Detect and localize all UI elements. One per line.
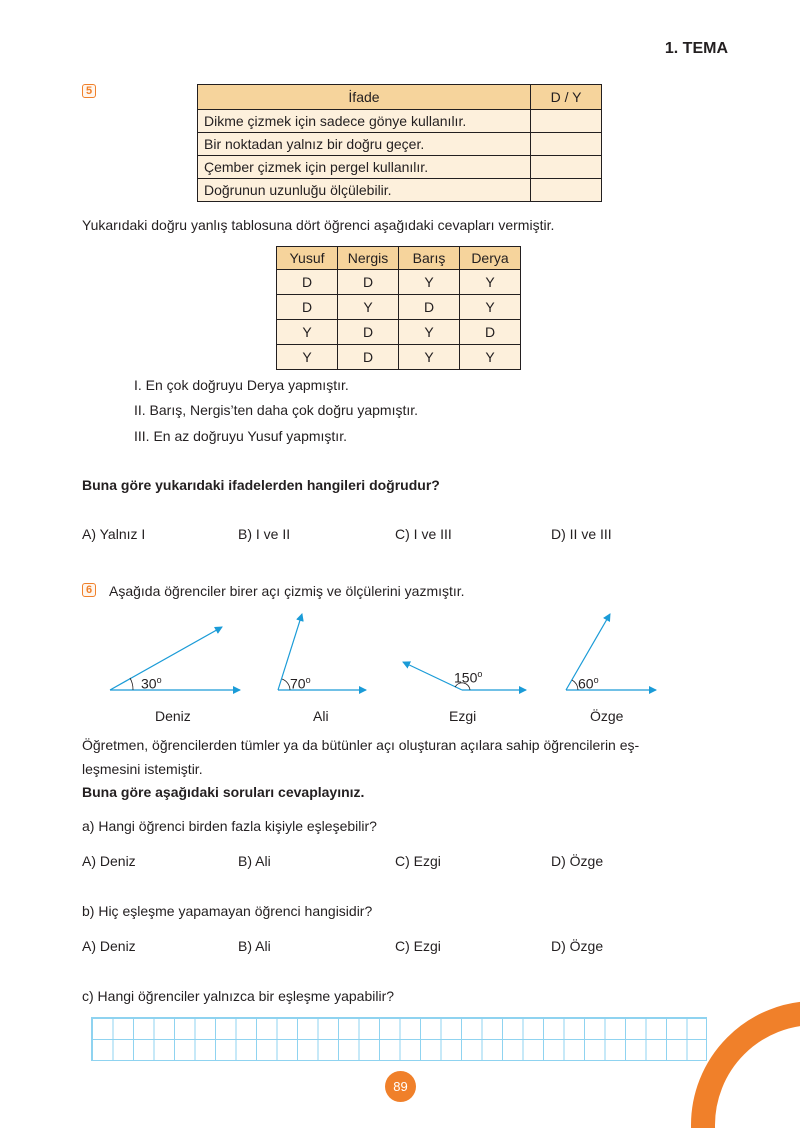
- q5-question: Buna göre yukarıdaki ifadelerden hangileri doğrudur?: [82, 477, 440, 493]
- angle-value: 150: [454, 669, 478, 686]
- angle-arc: [282, 679, 290, 690]
- angle-label-deniz: [141, 675, 162, 692]
- answers-header: Barış: [399, 247, 460, 270]
- degree-sign: o: [305, 675, 311, 685]
- angle-value: 60: [578, 675, 594, 692]
- statement-3: III. En az doğruyu Yusuf yapmıştır.: [134, 428, 347, 444]
- degree-sign: o: [593, 675, 599, 685]
- answer-cell: D: [460, 320, 521, 345]
- q6a-option-a[interactable]: A) Deniz: [82, 853, 136, 869]
- answers-header: Nergis: [338, 247, 399, 270]
- q6-instruction: Buna göre aşağıdaki soruları cevaplayınız.: [82, 784, 365, 800]
- angle-deniz: [110, 627, 240, 690]
- statement-header: İfade: [198, 85, 531, 110]
- degree-sign: o: [156, 675, 162, 685]
- answer-cell: D: [277, 270, 338, 295]
- answers-header: Derya: [460, 247, 521, 270]
- q6b-question: b) Hiç eşleşme yapamayan öğrenci hangisidir?: [82, 903, 373, 919]
- angle-value: 30: [141, 675, 157, 692]
- q6b-option-a[interactable]: A) Deniz: [82, 938, 136, 954]
- q6-text-line1: Öğretmen, öğrencilerden tümler ya da bütünler açı oluşturan açılara sahip öğrencilerin eş-: [82, 737, 640, 753]
- q5-option-d[interactable]: D) II ve III: [551, 526, 612, 542]
- answers-header: Yusuf: [277, 247, 338, 270]
- dy-cell[interactable]: [531, 133, 602, 156]
- student-name-deniz: Deniz: [155, 708, 191, 724]
- q6b-option-c[interactable]: C) Ezgi: [395, 938, 441, 954]
- answer-cell: Y: [277, 345, 338, 370]
- answer-cell: Y: [399, 270, 460, 295]
- q6a-option-c[interactable]: C) Ezgi: [395, 853, 441, 869]
- answer-grid[interactable]: [91, 1017, 707, 1061]
- q6-intro: Aşağıda öğrenciler birer açı çizmiş ve ölçülerini yazmıştır.: [109, 583, 465, 599]
- q5-intro: Yukarıdaki doğru yanlış tablosuna dört öğrenci aşağıdaki cevapları vermiştir.: [82, 217, 555, 233]
- student-name-ozge: Özge: [590, 708, 624, 724]
- answers-table: [276, 246, 521, 370]
- q6a-option-d[interactable]: D) Özge: [551, 853, 604, 869]
- student-name-ezgi: Ezgi: [449, 708, 477, 724]
- question-number-5: 5: [82, 84, 96, 98]
- answer-cell: Y: [399, 320, 460, 345]
- dy-header: D / Y: [531, 85, 602, 110]
- statement-row: Doğrunun uzunluğu ölçülebilir.: [198, 179, 531, 202]
- answer-cell: Y: [460, 295, 521, 320]
- answer-cell: D: [277, 295, 338, 320]
- q5-option-c[interactable]: C) I ve III: [395, 526, 452, 542]
- angle-arc: [130, 678, 133, 690]
- student-name-ali: Ali: [313, 708, 329, 724]
- answer-cell: D: [338, 320, 399, 345]
- angle-label-ezgi: [454, 669, 482, 686]
- angle-ray: [110, 627, 222, 690]
- answer-cell: Y: [277, 320, 338, 345]
- statement-row: Çember çizmek için pergel kullanılır.: [198, 156, 531, 179]
- page-number: 89: [385, 1071, 416, 1102]
- q5-option-a[interactable]: A) Yalnız I: [82, 526, 146, 542]
- statement-table: [197, 84, 602, 202]
- q6b-option-d[interactable]: D) Özge: [551, 938, 604, 954]
- dy-cell[interactable]: [531, 110, 602, 133]
- angles-figure: [0, 600, 800, 730]
- statement-row: Bir noktadan yalnız bir doğru geçer.: [198, 133, 531, 156]
- statement-row: Dikme çizmek için sadece gönye kullanılır.: [198, 110, 531, 133]
- answer-cell: Y: [338, 295, 399, 320]
- answer-cell: Y: [460, 270, 521, 295]
- q6a-option-b[interactable]: B) Ali: [238, 853, 271, 869]
- q6c-question: c) Hangi öğrenciler yalnızca bir eşleşme yapabilir?: [82, 988, 395, 1004]
- answer-cell: D: [338, 345, 399, 370]
- answer-cell: Y: [399, 345, 460, 370]
- angle-value: 70: [290, 675, 306, 692]
- answer-cell: D: [399, 295, 460, 320]
- degree-sign: o: [477, 669, 483, 679]
- dy-cell[interactable]: [531, 179, 602, 202]
- statement-1: I. En çok doğruyu Derya yapmıştır.: [134, 377, 349, 393]
- angle-label-ozge: [578, 675, 599, 692]
- q6-text-line2: leşmesini istemiştir.: [82, 761, 203, 777]
- question-number-6: 6: [82, 583, 96, 597]
- q5-option-b[interactable]: B) I ve II: [238, 526, 291, 542]
- angle-label-ali: [290, 675, 311, 692]
- q6b-option-b[interactable]: B) Ali: [238, 938, 271, 954]
- decorative-arc: [690, 990, 800, 1128]
- dy-cell[interactable]: [531, 156, 602, 179]
- theme-title: 1. TEMA: [664, 40, 728, 57]
- statement-2: II. Barış, Nergis’ten daha çok doğru yapmıştır.: [134, 402, 419, 418]
- answer-cell: Y: [460, 345, 521, 370]
- answer-cell: D: [338, 270, 399, 295]
- q6a-question: a) Hangi öğrenci birden fazla kişiyle eşleşebilir?: [82, 818, 377, 834]
